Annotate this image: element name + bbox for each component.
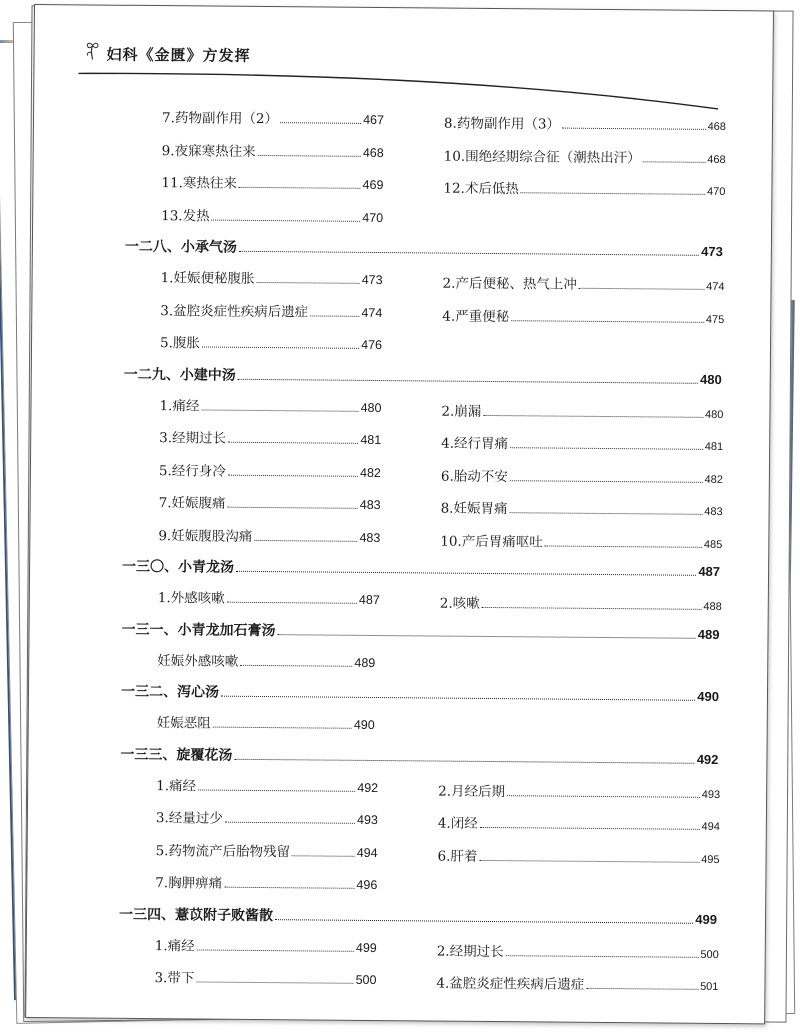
toc-entry-title: 3.盆腔炎症性疾病后遗症 <box>160 302 309 320</box>
dot-leader <box>228 442 358 444</box>
section-title: 一三三、旋覆花汤 <box>120 746 233 764</box>
toc-entry-title: 5.药物流产后胎物残留 <box>155 842 291 860</box>
toc-entry-page-number: 468 <box>707 120 727 134</box>
section-page-number: 489 <box>697 626 720 642</box>
dot-leader <box>239 251 699 256</box>
section-title: 一三四、薏苡附子败酱散 <box>118 906 274 924</box>
toc-entry-title: 1.痛经 <box>156 777 197 794</box>
section-title: 一二九、小建中汤 <box>123 366 236 384</box>
dot-leader <box>238 378 698 383</box>
dot-leader <box>579 288 704 290</box>
toc-entry <box>440 529 722 551</box>
toc-entry-page-number: 470 <box>706 185 726 199</box>
dot-leader <box>202 346 359 348</box>
section-heading <box>119 903 717 928</box>
toc-entry-page-number: 493 <box>701 788 721 801</box>
toc-entry-title: 4.闭经 <box>437 815 478 832</box>
section-heading <box>120 743 718 768</box>
toc-entry-title: 3.经量过少 <box>155 810 223 827</box>
section-title: 一三〇、小青龙汤 <box>122 558 235 576</box>
toc-entry <box>161 266 383 288</box>
toc-entry <box>159 459 381 481</box>
toc-entry <box>444 112 726 134</box>
toc-entry-page-number: 482 <box>360 465 381 480</box>
toc-entry-page-number: 480 <box>705 408 724 421</box>
section-page-number: 487 <box>698 563 721 580</box>
dot-leader <box>196 981 353 983</box>
toc-entry-title: 妊娠恶阻 <box>156 715 211 732</box>
toc-entry-page-number: 480 <box>360 400 382 415</box>
toc-entry <box>162 106 384 128</box>
section-title: 一二八、小承气汤 <box>124 238 237 256</box>
toc-entry <box>157 649 375 671</box>
toc-entry-title: 2.经期过长 <box>436 943 504 960</box>
toc-entry-page-number: 495 <box>701 853 720 866</box>
toc-entry-page-number: 468 <box>707 153 726 166</box>
toc-entry <box>161 171 383 193</box>
toc-entry <box>156 839 378 861</box>
dot-leader <box>280 122 361 124</box>
dot-leader <box>510 480 703 483</box>
dot-leader <box>275 919 693 924</box>
dot-leader <box>213 727 352 729</box>
toc-entry <box>436 972 718 994</box>
dot-leader <box>643 161 706 163</box>
toc-entry-page-number: 481 <box>704 440 724 454</box>
section-page-number: 480 <box>699 371 722 387</box>
section-heading <box>121 618 719 643</box>
toc-entry-page-number: 496 <box>356 877 378 893</box>
dot-leader <box>482 607 702 610</box>
toc-entry <box>155 871 377 893</box>
toc-entry <box>162 139 384 161</box>
dot-leader <box>227 602 357 604</box>
toc-entry-title: 7.药物副作用（2） <box>161 110 279 128</box>
toc-entry <box>161 204 383 226</box>
toc-entry <box>444 144 726 166</box>
dot-leader <box>256 282 359 284</box>
toc-entry-page-number: 474 <box>706 280 725 294</box>
toc-entry <box>441 464 723 486</box>
dot-leader <box>254 539 357 541</box>
toc-entry-page-number: 489 <box>354 655 376 670</box>
toc-entry-title: 3.带下 <box>154 970 195 987</box>
toc-entry <box>154 966 376 988</box>
dot-leader <box>562 128 706 130</box>
dot-leader <box>586 988 698 990</box>
section-heading <box>121 681 719 706</box>
dot-leader <box>521 192 705 195</box>
dot-leader <box>292 855 355 857</box>
toc-entry <box>155 934 377 956</box>
section-page-number: 492 <box>696 751 719 767</box>
toc-entry <box>438 812 720 834</box>
dot-leader <box>545 545 702 547</box>
toc-entry-title: 9.夜寐寒热往来 <box>161 142 256 160</box>
dot-leader <box>240 664 352 666</box>
toc-entry-title: 4.盆腔炎症性疾病后遗症 <box>436 975 585 993</box>
toc-entry-page-number: 485 <box>703 538 723 551</box>
toc-entry-page-number: 493 <box>356 812 378 828</box>
section-title: 一三一、小青龙加石膏汤 <box>121 621 276 639</box>
dot-leader <box>225 822 355 824</box>
toc-entry-title: 2.产后便秘、热气上冲 <box>442 275 578 293</box>
toc-entry-page-number: 487 <box>358 592 380 608</box>
dot-leader <box>212 219 361 221</box>
toc-entry-page-number: 473 <box>361 272 383 288</box>
toc-entry-title: 妊娠外感咳嗽 <box>157 652 239 670</box>
toc-entry-page-number: 483 <box>704 505 723 519</box>
toc-entry-page-number: 501 <box>700 980 719 994</box>
toc-entry-page-number: 483 <box>359 530 381 545</box>
toc-entry <box>159 491 381 513</box>
toc-entry-title: 8.药物副作用（3） <box>443 115 561 133</box>
dot-leader <box>506 955 699 958</box>
toc-entry-page-number: 483 <box>359 497 381 513</box>
page-header-title: 妇科《金匮》方发挥 <box>106 45 251 65</box>
toc-entry-page-number: 488 <box>703 600 722 614</box>
dot-leader <box>236 571 696 576</box>
toc-entry-page-number: 469 <box>362 177 384 193</box>
dot-leader <box>221 696 695 701</box>
section-page-number: 473 <box>701 243 723 260</box>
dot-leader <box>258 154 361 156</box>
dot-leader <box>511 320 704 323</box>
toc-entry <box>443 272 725 294</box>
dot-leader <box>509 512 702 515</box>
toc-entry-title: 9.妊娠腹股沟痛 <box>158 527 253 545</box>
toc-entry-page-number: 500 <box>355 972 377 988</box>
toc-entry <box>160 299 382 321</box>
dot-leader <box>310 315 359 316</box>
toc-entry <box>158 586 380 608</box>
dot-leader <box>507 795 700 798</box>
toc-entry-title: 4.经行胃痛 <box>441 435 509 453</box>
toc-entry-title: 7.胸胛痹痛 <box>155 875 223 892</box>
toc-entry-title: 2.月经后期 <box>438 783 506 800</box>
toc-entry-page-number: 476 <box>361 337 383 353</box>
dot-leader <box>201 409 358 411</box>
toc-entry <box>442 304 724 326</box>
toc-entry-title: 4.严重便秘 <box>442 308 510 325</box>
flower-icon <box>83 39 103 61</box>
toc-entry-page-number: 490 <box>353 717 375 733</box>
section-heading <box>124 363 722 388</box>
toc-entry <box>159 394 381 416</box>
toc-entry-page-number: 468 <box>362 145 384 160</box>
toc-entry-title: 5.腹胀 <box>159 335 201 352</box>
toc-entry-page-number: 492 <box>357 780 379 795</box>
dot-leader <box>483 414 703 417</box>
toc-entry <box>156 774 378 796</box>
toc-entry-page-number: 474 <box>361 305 383 320</box>
dot-leader <box>510 447 703 450</box>
toc-entry-title: 1.妊娠便秘腹胀 <box>160 270 255 287</box>
toc-entry-title: 1.痛经 <box>159 397 200 414</box>
toc-entry-title: 1.痛经 <box>154 937 195 954</box>
toc-entry <box>156 806 378 828</box>
dot-leader <box>228 507 358 509</box>
section-heading <box>122 556 720 581</box>
toc-entry-page-number: 475 <box>705 313 725 326</box>
toc-entry-title: 2.崩漏 <box>441 403 482 420</box>
toc-entry-title: 10.产后胃痛呕吐 <box>440 533 543 550</box>
toc-entry-title: 2.咳嗽 <box>439 595 480 612</box>
toc-entry <box>437 939 719 961</box>
toc-entry <box>441 497 723 519</box>
toc-entry <box>441 399 723 421</box>
dot-leader <box>197 949 354 951</box>
toc-entry <box>158 524 380 546</box>
toc-entry <box>157 711 375 733</box>
dot-leader <box>239 187 361 189</box>
toc-entry <box>438 779 720 801</box>
toc-entry-page-number: 481 <box>360 432 382 448</box>
toc-entry-page-number: 494 <box>701 820 720 834</box>
toc-entry-title: 8.妊娠胃痛 <box>440 500 508 518</box>
toc-entry-title: 6.胎动不安 <box>440 468 508 485</box>
toc-entry <box>441 432 723 454</box>
header-rule <box>78 69 718 111</box>
dot-leader <box>198 789 355 791</box>
toc-entry-page-number: 494 <box>356 845 378 860</box>
toc-entry-page-number: 482 <box>704 473 723 486</box>
toc-entry <box>159 426 381 448</box>
toc-entry-title: 1.外感咳嗽 <box>157 590 225 607</box>
section-heading <box>125 236 723 261</box>
dot-leader <box>224 887 354 889</box>
toc-entry-page-number: 467 <box>363 112 385 128</box>
toc-entry-title: 13.发热 <box>161 207 210 225</box>
section-page-number: 490 <box>697 688 720 705</box>
dot-leader <box>234 758 694 763</box>
toc-entry-page-number: 499 <box>355 940 377 955</box>
toc-page <box>25 4 774 1024</box>
dot-leader <box>480 827 700 830</box>
section-page-number: 499 <box>695 911 718 927</box>
toc-entry-title: 5.经行身冷 <box>158 462 226 480</box>
dot-leader <box>278 634 696 639</box>
toc-entry-title: 11.寒热往来 <box>161 175 237 192</box>
toc-entry <box>440 592 722 614</box>
toc-entry-title: 12.术后低热 <box>443 180 519 198</box>
dot-leader <box>479 859 699 862</box>
toc-entry-page-number: 500 <box>700 948 719 961</box>
section-title: 一三二、泻心汤 <box>120 683 220 701</box>
toc-entry-page-number: 470 <box>362 210 384 225</box>
toc-entry-title: 6.肝着 <box>437 848 478 865</box>
toc-entry <box>160 331 382 353</box>
dot-leader <box>228 474 358 476</box>
toc-entry-title: 7.妊娠腹痛 <box>158 495 226 512</box>
toc-entry-title: 10.围绝经期综合征（潮热出汗） <box>443 148 641 166</box>
toc-entry-title: 3.经期过长 <box>159 430 227 447</box>
toc-entry <box>438 844 720 866</box>
toc-entry <box>443 177 725 199</box>
